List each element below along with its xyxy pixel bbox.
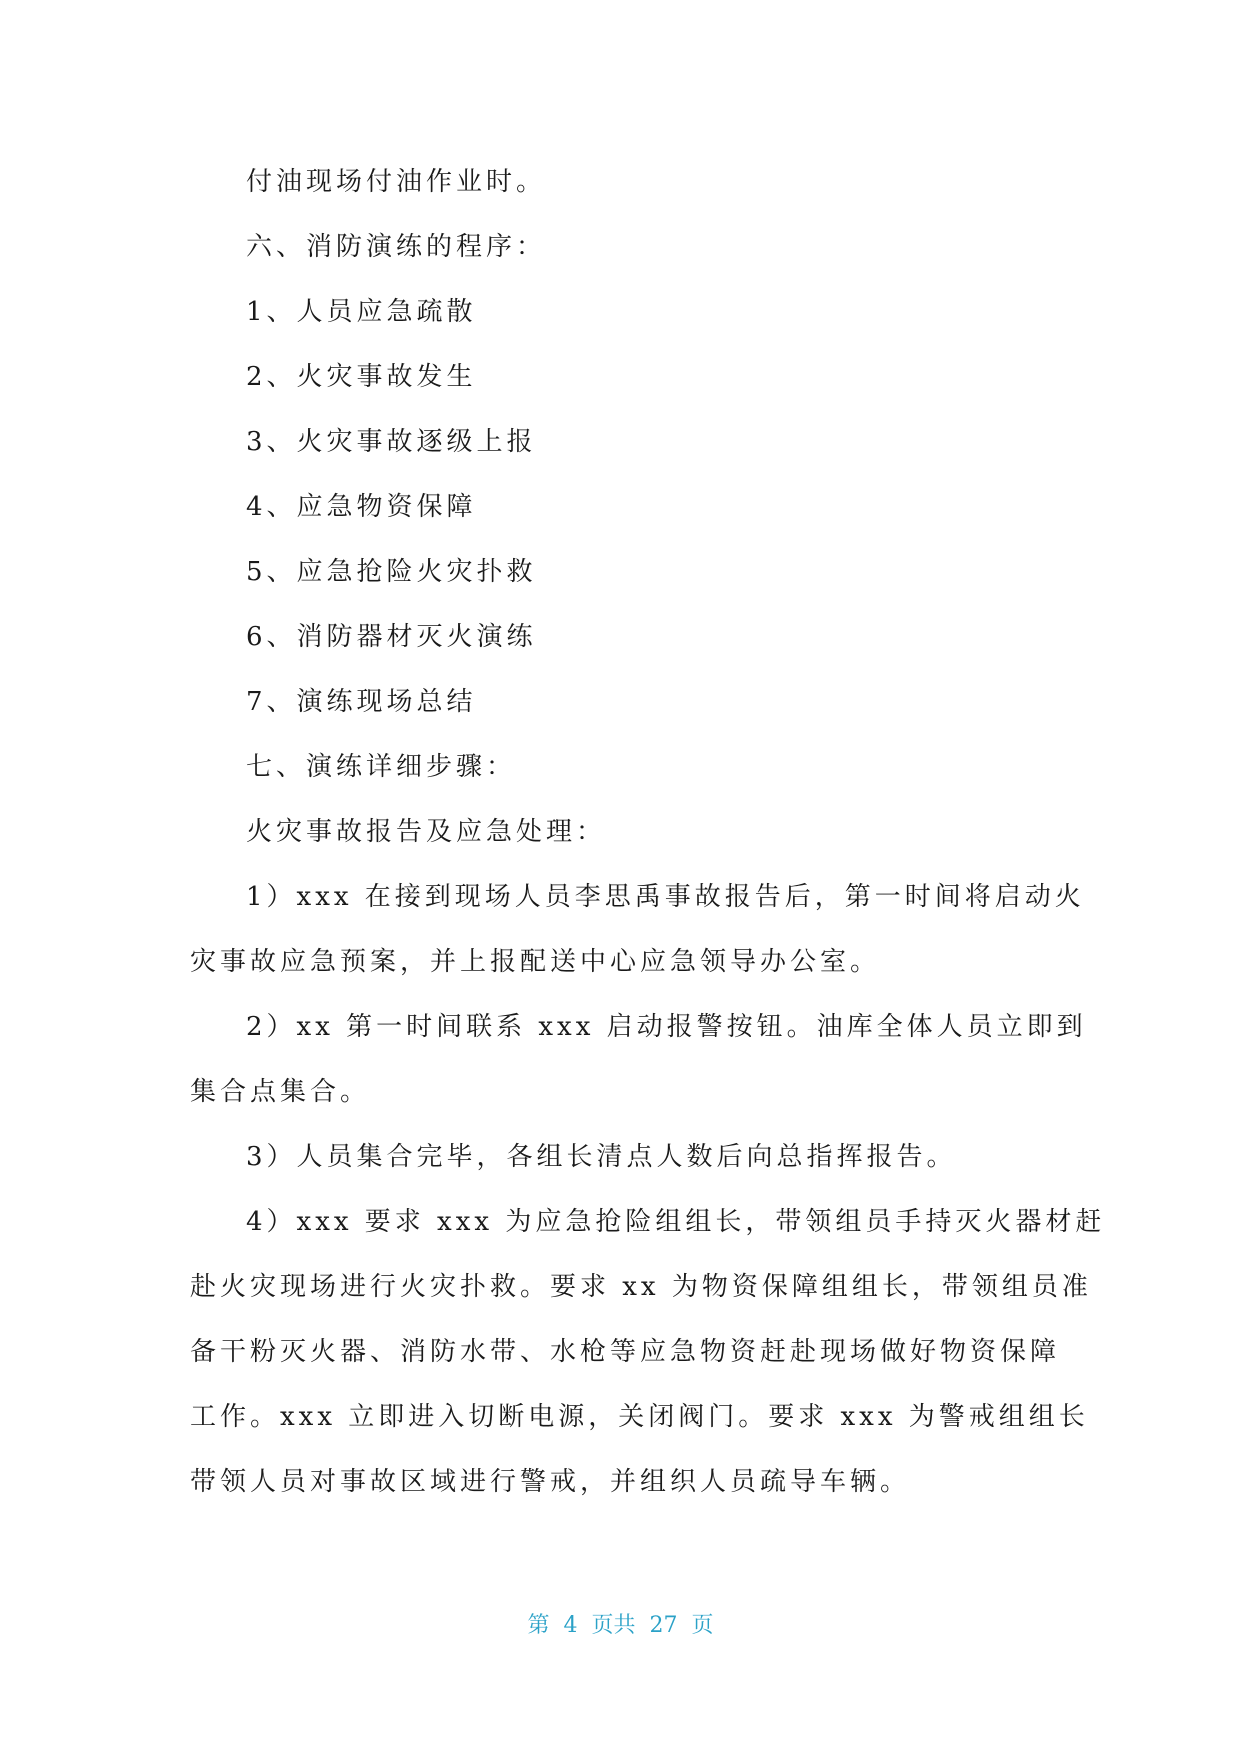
text-line: 付油现场付油作业时。 xyxy=(246,167,547,197)
paragraph-line: 带领人员对事故区域进行警戒，并组织人员疏导车辆。 xyxy=(190,1467,911,1497)
paragraph-line: 4）xxx 要求 xxx 为应急抢险组组长，带领组员手持灭火器材赶 xyxy=(246,1207,1106,1237)
paragraph-line: 2）xx 第一时间联系 xxx 启动报警按钮。油库全体人员立即到 xyxy=(246,1012,1087,1042)
paragraph-line: 灾事故应急预案，并上报配送中心应急领导办公室。 xyxy=(190,947,881,977)
paragraph-line: 1）xxx 在接到现场人员李思禹事故报告后，第一时间将启动火 xyxy=(246,882,1085,912)
section-heading: 七、演练详细步骤： xyxy=(246,752,517,782)
paragraph-line: 赴火灾现场进行火灾扑救。要求 xx 为物资保障组组长，带领组员准 xyxy=(190,1272,1092,1302)
list-item: 1、人员应急疏散 xyxy=(246,297,477,327)
list-item: 7、演练现场总结 xyxy=(246,687,477,717)
paragraph-line: 工作。xxx 立即进入切断电源，关闭阀门。要求 xxx 为警戒组组长 xyxy=(190,1402,1089,1432)
list-item: 3、火灾事故逐级上报 xyxy=(246,427,537,457)
list-item: 6、消防器材灭火演练 xyxy=(246,622,537,652)
paragraph-line: 3）人员集合完毕，各组长清点人数后向总指挥报告。 xyxy=(246,1142,957,1172)
list-item: 4、应急物资保障 xyxy=(246,492,477,522)
section-heading: 六、消防演练的程序： xyxy=(246,232,547,262)
list-item: 5、应急抢险火灾扑救 xyxy=(246,557,537,587)
list-item: 2、火灾事故发生 xyxy=(246,362,477,392)
page-footer: 第 4 页共 27 页 xyxy=(527,1613,714,1638)
paragraph-line: 备干粉灭火器、消防水带、水枪等应急物资赶赴现场做好物资保障 xyxy=(190,1337,1061,1367)
subheading: 火灾事故报告及应急处理： xyxy=(246,817,607,847)
paragraph-line: 集合点集合。 xyxy=(190,1077,371,1107)
